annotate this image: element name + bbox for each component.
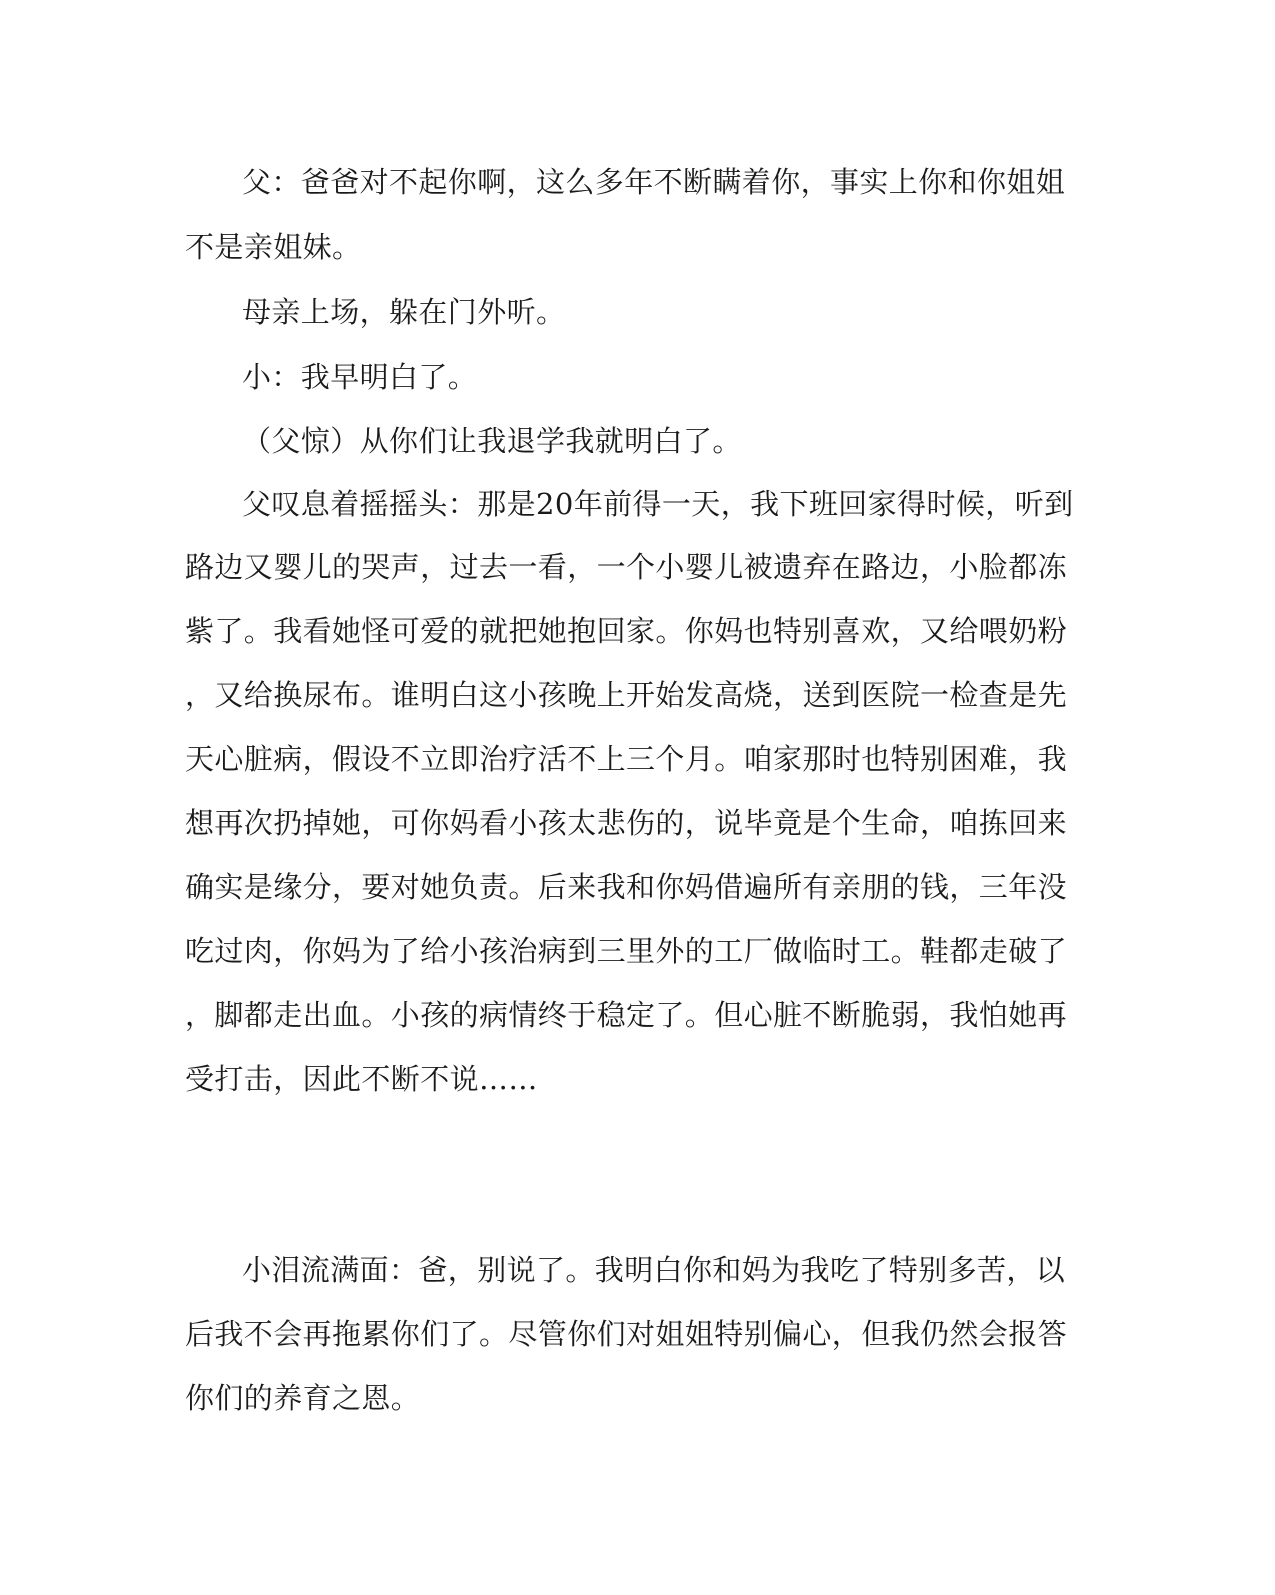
paragraph-line: 父叹息着摇摇头：那是20年前得一天，我下班回家得时候，听到: [242, 487, 1074, 521]
paragraph-line: 小泪流满面：爸，别说了。我明白你和妈为我吃了特别多苦，以: [242, 1253, 1066, 1287]
paragraph-line: 后我不会再拖累你们了。尽管你们对姐姐特别偏心，但我仍然会报答: [185, 1317, 1068, 1351]
paragraph-line: 小：我早明白了。: [242, 360, 478, 394]
paragraph-line: 受打击，因此不断不说……: [185, 1062, 538, 1096]
paragraph-line: 紫了。我看她怪可爱的就把她抱回家。你妈也特别喜欢，又给喂奶粉: [185, 614, 1068, 648]
paragraph-line: 想再次扔掉她，可你妈看小孩太悲伤的，说毕竟是个生命，咱拣回来: [185, 806, 1068, 840]
paragraph-line: 母亲上场，躲在门外听。: [242, 295, 566, 329]
paragraph-line: 父：爸爸对不起你啊，这么多年不断瞒着你，事实上你和你姐姐: [242, 165, 1066, 199]
paragraph-line: 天心脏病，假设不立即治疗活不上三个月。咱家那时也特别困难，我: [185, 742, 1068, 776]
paragraph-line: 你们的养育之恩。: [185, 1381, 421, 1415]
paragraph-line: 确实是缘分，要对她负责。后来我和你妈借遍所有亲朋的钱，三年没: [185, 870, 1068, 904]
paragraph-line: （父惊）从你们让我退学我就明白了。: [242, 424, 742, 458]
paragraph-line: 路边又婴儿的哭声，过去一看，一个小婴儿被遗弃在路边，小脸都冻: [185, 550, 1068, 584]
paragraph-line: 吃过肉，你妈为了给小孩治病到三里外的工厂做临时工。鞋都走破了: [185, 934, 1068, 968]
paragraph-line: ，又给换尿布。谁明白这小孩晚上开始发高烧，送到医院一检查是先: [185, 678, 1068, 712]
paragraph-line: ，脚都走出血。小孩的病情终于稳定了。但心脏不断脆弱，我怕她再: [185, 998, 1068, 1032]
paragraph-line: 不是亲姐妹。: [185, 230, 362, 264]
